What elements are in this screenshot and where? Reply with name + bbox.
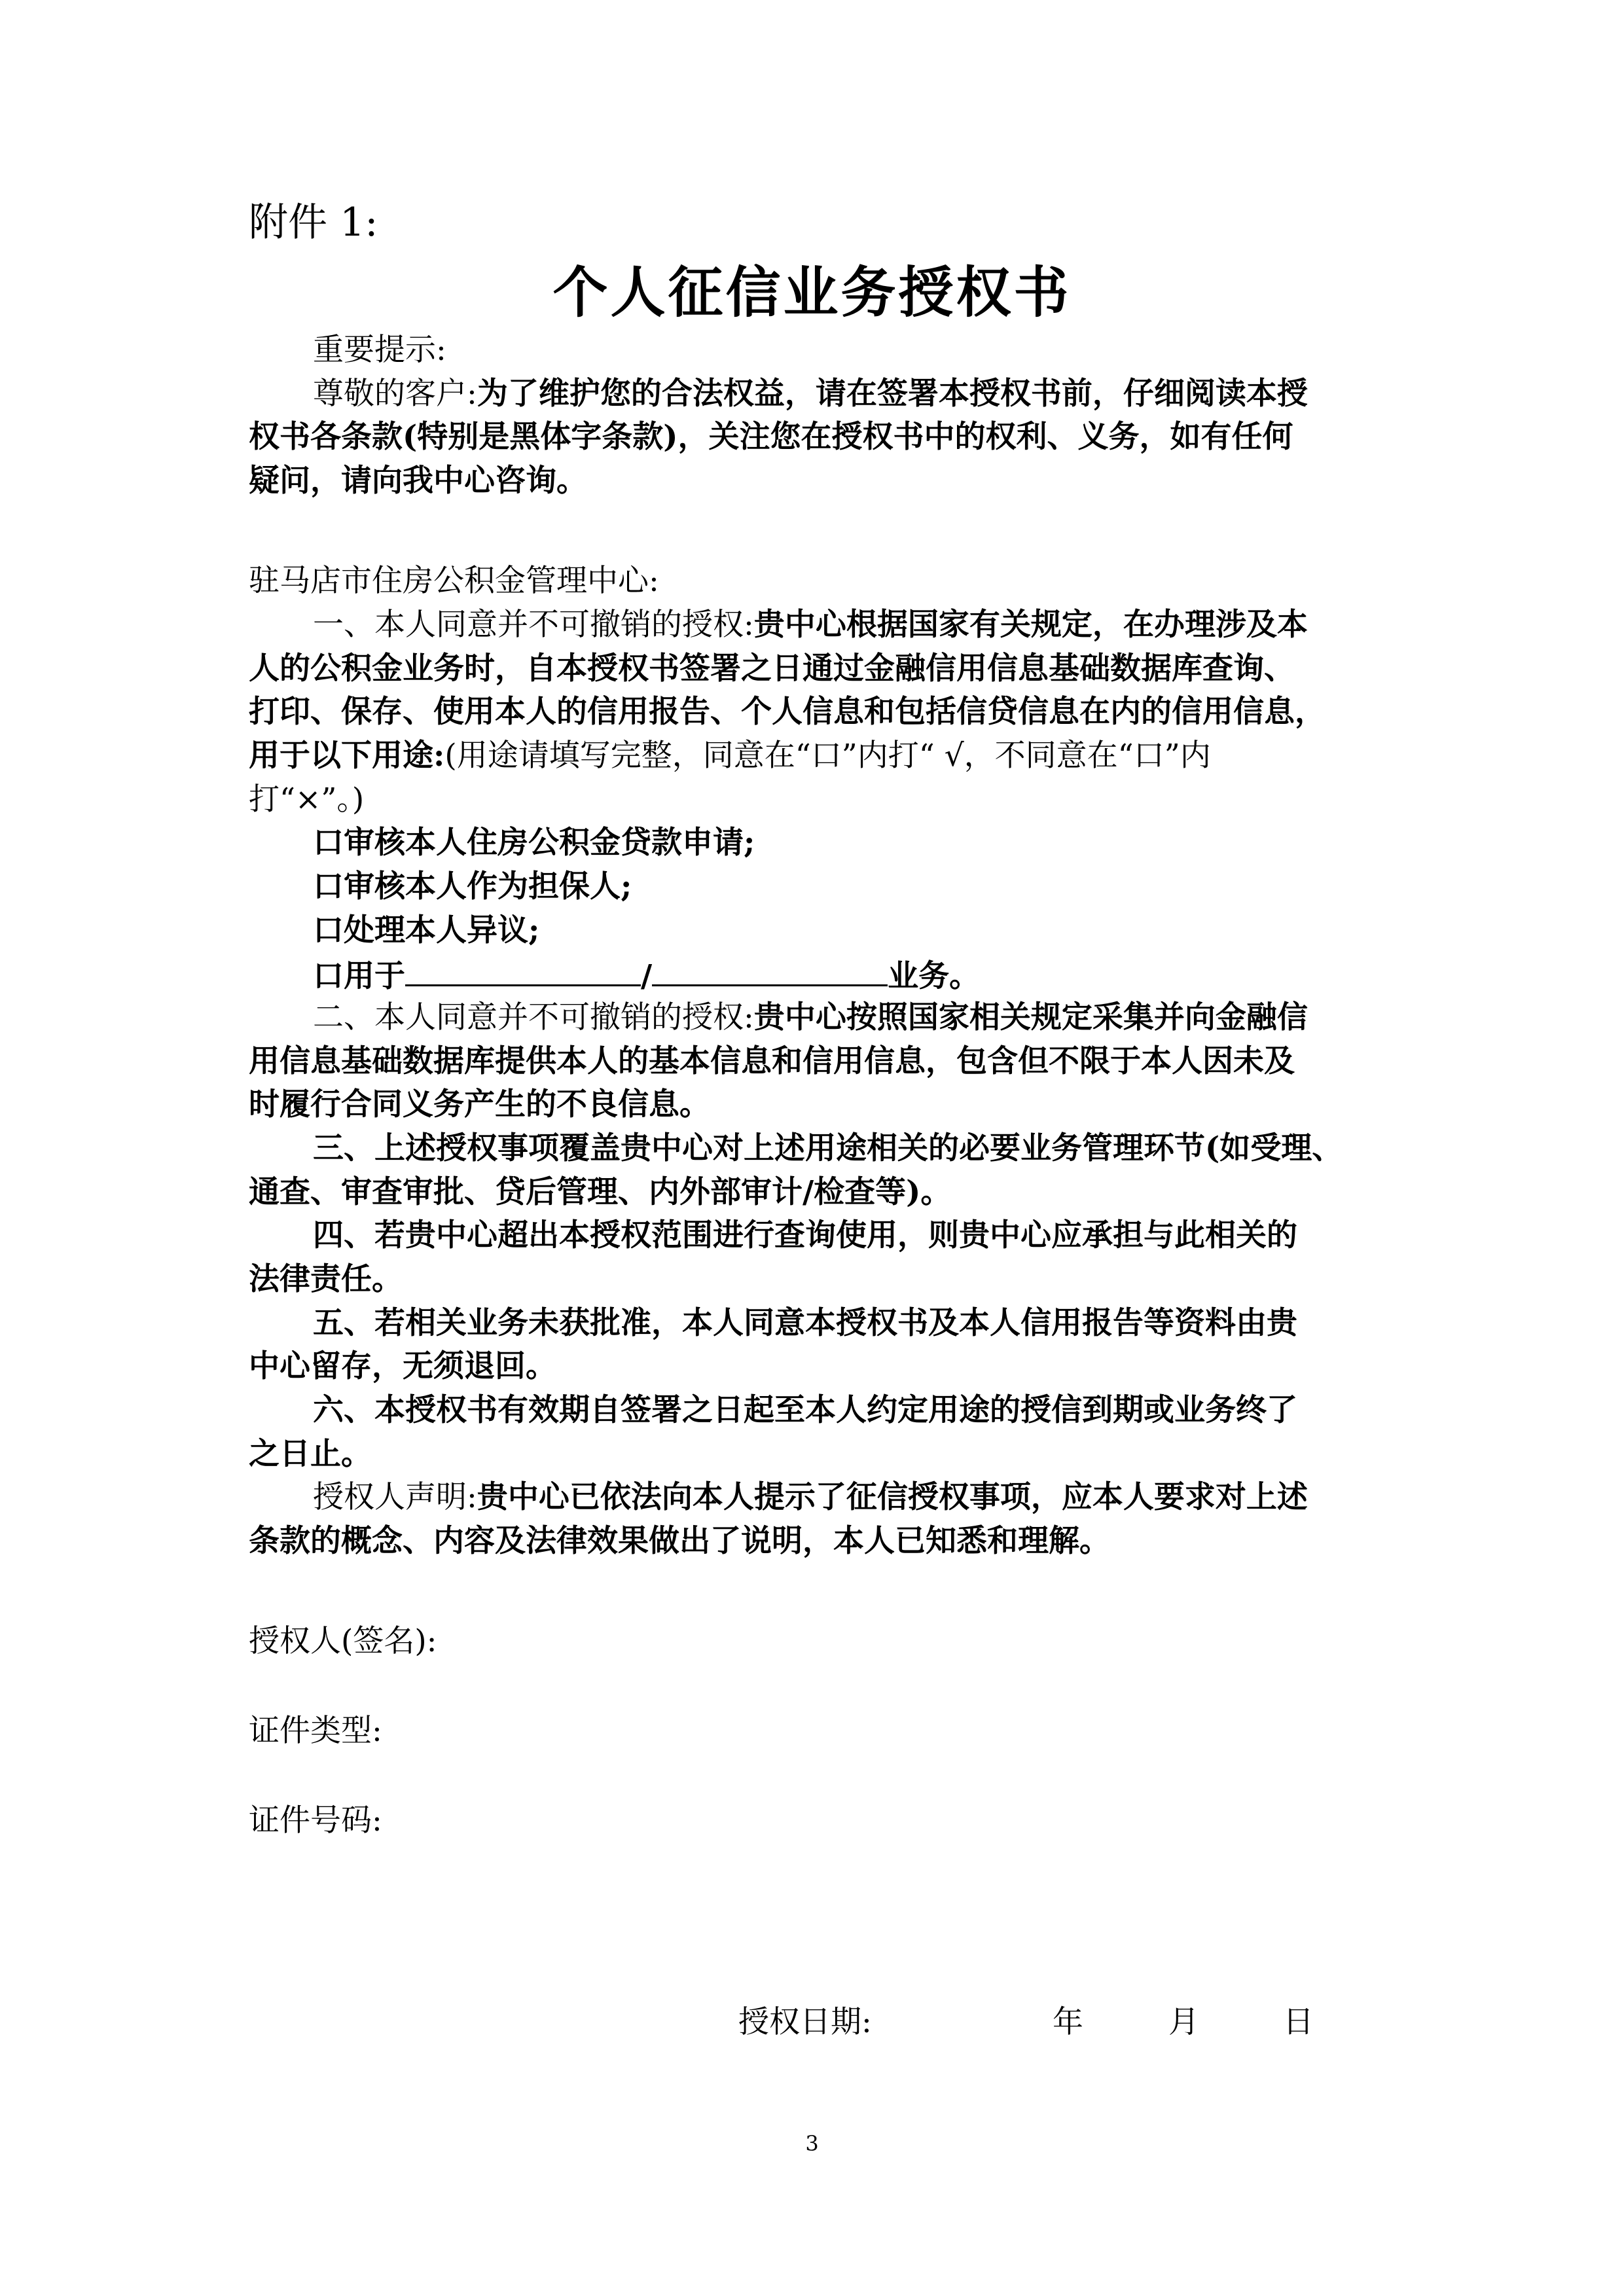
clause2-line-2: 用信息基础数据库提供本人的基本信息和信用信息，包含但不限于本人因未及 [249, 1043, 1295, 1079]
notice-line-2: 权书各条款(特别是黑体字条款)，关注您在授权书中的权利、义务，如有任何 [249, 419, 1293, 455]
declaration-line-1 [313, 1478, 1394, 1517]
checkbox-icon[interactable]: 口 [313, 869, 344, 905]
declaration-prefix: 授权人声明: [313, 1479, 477, 1515]
clause1-instruction: (用途请填写完整，同意在“口”内打“ √，不同意在“口”内 [444, 738, 1211, 774]
option-label: 审核本人作为担保人; [344, 869, 632, 905]
clause4-line-2: 法律责任。 [249, 1261, 403, 1297]
notice-line-3: 疑问，请向我中心咨询。 [249, 463, 587, 499]
declaration-line-2: 条款的概念、内容及法律效果做出了说明，本人已知悉和理解。 [249, 1523, 1110, 1559]
option-guarantor[interactable] [313, 867, 1394, 906]
notice-line-1 [313, 374, 1394, 414]
date-label: 授权日期: [738, 2004, 872, 2040]
option-label: 处理本人异议; [344, 912, 540, 948]
clause1-prefix: 一、本人同意并不可撤销的授权: [313, 607, 754, 643]
clause6-line-1: 六、本授权书有效期自签署之日起至本人约定用途的授信到期或业务终了 [313, 1392, 1297, 1428]
clause2-line-3: 时履行合同义务产生的不良信息。 [249, 1086, 710, 1122]
declaration-text-1: 贵中心已依法向本人提示了征信授权事项，应本人要求对上述 [477, 1479, 1308, 1515]
clause1-line-5: 打“×”。) [249, 781, 365, 817]
notice-heading: 重要提示: [313, 332, 446, 368]
option-label-prefix: 用于 [344, 958, 405, 994]
checkbox-icon[interactable]: 口 [313, 912, 344, 948]
checkbox-icon[interactable]: 口 [313, 825, 344, 861]
notice-text-1: 为了维护您的合法权益，请在签署本授权书前，仔细阅读本授 [477, 376, 1308, 412]
clause6-line-2: 之日止。 [249, 1436, 372, 1472]
clause1-text-1: 贵中心根据国家有关规定，在办理涉及本 [753, 607, 1308, 643]
business-blank-2[interactable] [652, 954, 888, 986]
id-number-field[interactable]: 证件号码: [249, 1803, 382, 1839]
blank-separator: / [641, 958, 653, 994]
date-year[interactable]: 年 [1053, 2004, 1083, 2040]
option-other-business[interactable] [313, 954, 1394, 996]
date-month[interactable]: 月 [1168, 2004, 1199, 2040]
clause2-line-1 [313, 998, 1394, 1037]
date-day[interactable]: 日 [1283, 2004, 1314, 2040]
attachment-label: 附件 1: [249, 200, 378, 245]
clause3-line-2: 通查、审查审批、贷后管理、内外部审计/检查等)。 [249, 1174, 952, 1210]
page-number: 3 [805, 2131, 819, 2156]
clause2-text-1: 贵中心按照国家相关规定采集并向金融信 [753, 999, 1308, 1035]
signature-field[interactable]: 授权人(签名): [249, 1623, 437, 1659]
clause2-prefix: 二、本人同意并不可撤销的授权: [313, 999, 754, 1035]
clause1-line-1 [313, 605, 1394, 645]
document-title: 个人征信业务授权书 [552, 260, 1072, 325]
option-dispute[interactable] [313, 911, 1394, 950]
option-label: 审核本人住房公积金贷款申请; [344, 825, 755, 861]
clause1-purpose-label: 用于以下用途: [249, 738, 445, 774]
checkbox-icon[interactable]: 口 [313, 958, 344, 994]
clause5-line-2: 中心留存，无须退回。 [249, 1348, 556, 1384]
clause3-line-1: 三、上述授权事项覆盖贵中心对上述用途相关的必要业务管理环节(如受理、 [313, 1130, 1343, 1166]
option-label-suffix: 业务。 [888, 958, 981, 994]
clause1-line-4 [249, 736, 1394, 776]
id-type-field[interactable]: 证件类型: [249, 1713, 382, 1749]
clause1-line-3: 打印、保存、使用本人的信用报告、个人信息和包括信贷信息在内的信用信息， [249, 694, 1326, 730]
addressee: 驻马店市住房公积金管理中心: [249, 563, 659, 599]
clause4-line-1: 四、若贵中心超出本授权范围进行查询使用，则贵中心应承担与此相关的 [313, 1217, 1297, 1253]
business-blank-1[interactable] [405, 954, 641, 986]
clause1-line-2: 人的公积金业务时，自本授权书签署之日通过金融信用信息基础数据库查询、 [249, 651, 1295, 687]
notice-salutation: 尊敬的客户: [313, 376, 477, 412]
clause5-line-1: 五、若相关业务未获批准，本人同意本授权书及本人信用报告等资料由贵 [313, 1305, 1297, 1341]
option-loan-application[interactable] [313, 823, 1394, 863]
